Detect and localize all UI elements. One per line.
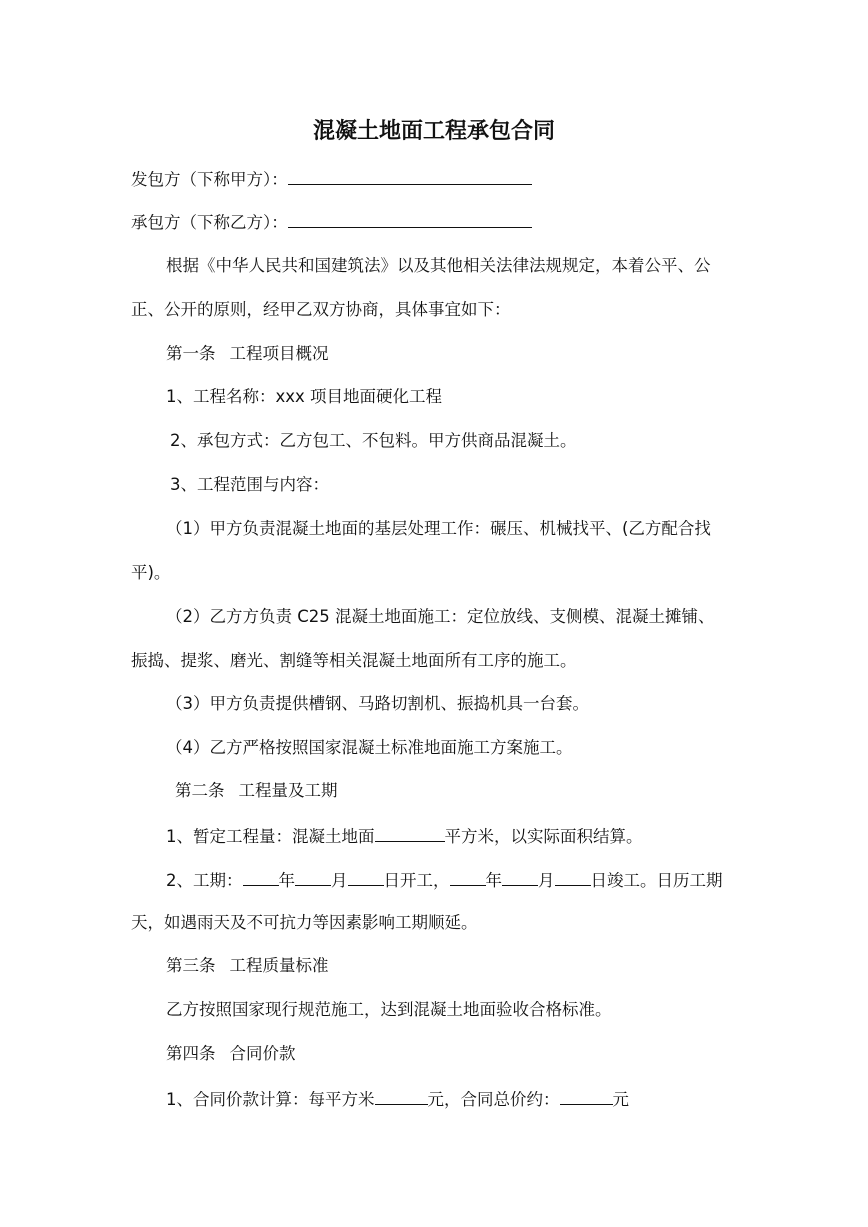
article-2-number: 第二条: [175, 781, 225, 800]
article-2-title: 工程量及工期: [238, 781, 338, 800]
end-month-blank[interactable]: [502, 868, 538, 886]
article-4-number: 第四条: [166, 1044, 216, 1063]
quantity-blank[interactable]: [375, 824, 445, 842]
article-2-item-2-line1: [166, 868, 723, 892]
article-1-sub-2-line1: （2）乙方方负责 C25 混凝土地面施工：定位放线、支侧模、混凝土摊铺、: [166, 607, 715, 626]
unit-price-blank[interactable]: [375, 1087, 428, 1105]
document-title: 混凝土地面工程承包合同: [312, 119, 555, 144]
quantity-unit-text: 平方米，以实际面积结算。: [444, 827, 643, 846]
article-4-item-1: [166, 1087, 629, 1111]
article-3-number: 第三条: [166, 956, 216, 975]
total-price-blank[interactable]: [560, 1087, 613, 1105]
year-label: 年: [485, 871, 502, 890]
article-1-sub-1-line2: 平)。: [131, 563, 171, 582]
year-label: 年: [278, 871, 295, 890]
article-3-heading: [166, 955, 329, 977]
start-day-label: 日开工，: [383, 871, 450, 890]
party-b-label: 承包方（下称乙方）：: [131, 213, 288, 232]
article-3-text: 乙方按照国家现行规范施工，达到混凝土地面验收合格标准。: [166, 1000, 612, 1019]
article-1-item-1: 1、工程名称：xxx 项目地面硬化工程: [166, 387, 443, 406]
article-1-title: 工程项目概况: [229, 344, 329, 363]
month-label: 月: [538, 871, 555, 890]
intro-paragraph-line2: 正、公开的原则，经甲乙双方协商，具体事宜如下：: [131, 300, 511, 319]
intro-paragraph-line1: 根据《中华人民共和国建筑法》以及其他相关法律法规规定，本着公平、公: [166, 256, 711, 275]
yuan-label: 元: [612, 1090, 629, 1109]
article-2-item-2-line2: 天，如遇雨天及不可抗力等因素影响工期顺延。: [131, 913, 478, 932]
end-year-blank[interactable]: [450, 868, 486, 886]
start-year-blank[interactable]: [243, 868, 279, 886]
party-b-line: [131, 210, 532, 234]
start-day-blank[interactable]: [348, 868, 384, 886]
article-1-number: 第一条: [166, 344, 216, 363]
article-4-title: 合同价款: [229, 1044, 296, 1063]
article-2-heading: [175, 780, 338, 802]
party-a-blank[interactable]: [288, 167, 532, 185]
article-1-sub-4: （4）乙方严格按照国家混凝土标准地面施工方案施工。: [166, 738, 573, 757]
schedule-label: 2、工期：: [166, 871, 243, 890]
article-1-item-2: 2、承包方式：乙方包工、不包料。甲方供商品混凝土。: [170, 431, 577, 450]
party-a-line: [131, 167, 532, 191]
article-3-title: 工程质量标准: [229, 956, 329, 975]
party-a-label: 发包方（下称甲方）：: [131, 170, 288, 189]
article-1-item-3: 3、工程范围与内容：: [170, 475, 329, 494]
article-4-heading: [166, 1043, 296, 1065]
article-1-sub-1-line1: （1）甲方负责混凝土地面的基层处理工作：碾压、机械找平、(乙方配合找: [166, 519, 711, 538]
article-1-sub-2-line2: 振捣、提浆、磨光、割缝等相关混凝土地面所有工序的施工。: [131, 651, 577, 670]
quantity-label: 1、暂定工程量：混凝土地面: [166, 827, 375, 846]
start-month-blank[interactable]: [295, 868, 331, 886]
article-2-item-1: [166, 824, 643, 848]
month-label: 月: [331, 871, 348, 890]
article-1-sub-3: （3）甲方负责提供槽钢、马路切割机、振捣机具一台套。: [166, 694, 589, 713]
end-day-label: 日竣工。日历工期: [590, 871, 723, 890]
article-1-heading: [166, 343, 329, 365]
unit-price-label: 1、合同价款计算：每平方米: [166, 1090, 375, 1109]
end-day-blank[interactable]: [555, 868, 591, 886]
total-price-label: 元，合同总价约：: [427, 1090, 560, 1109]
party-b-blank[interactable]: [288, 210, 532, 228]
